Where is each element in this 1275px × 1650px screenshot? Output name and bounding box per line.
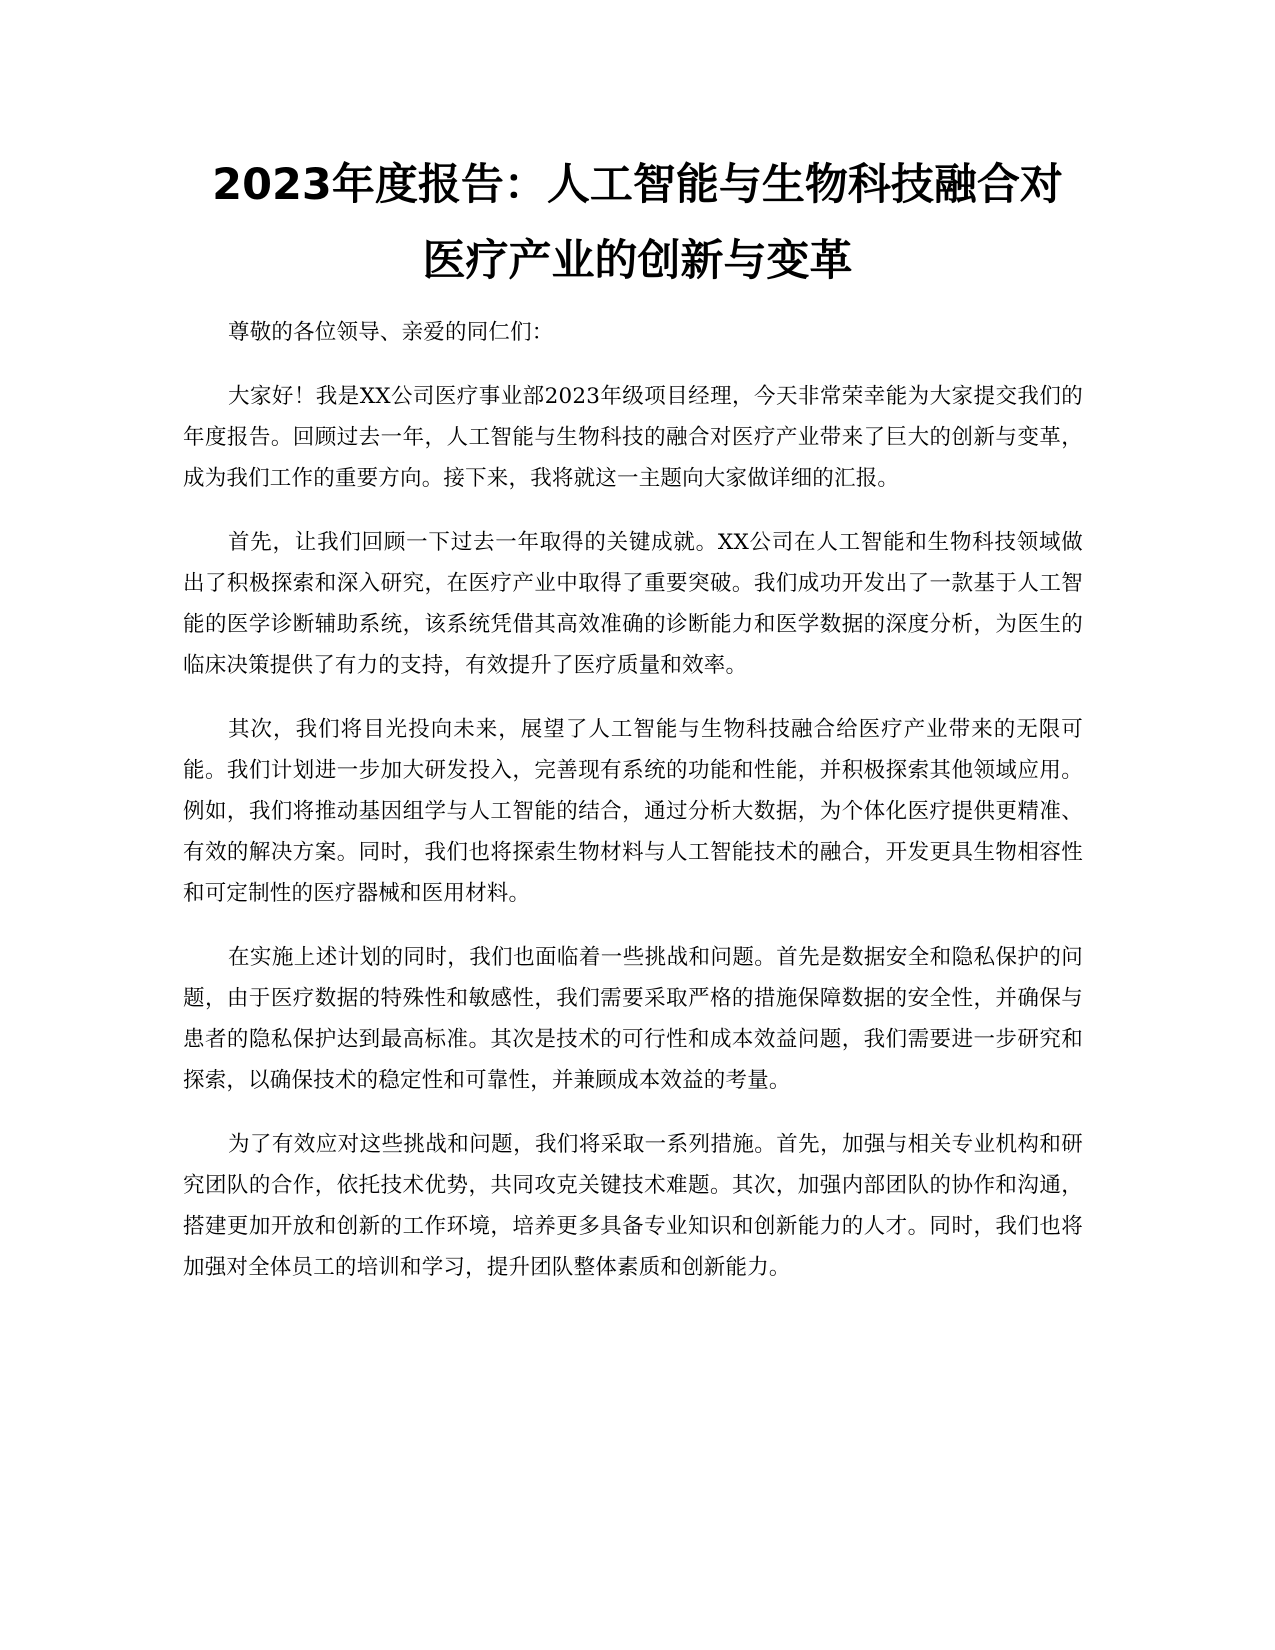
paragraph-introduction: 大家好！我是XX公司医疗事业部2023年级项目经理，今天非常荣幸能为大家提交我们的年度报告。回顾过去一年，人工智能与生物科技的融合对医疗产业带来了巨大的创新与变革，成为我们工作的重要方向。接下来，我将就这一主题向大家做详细的汇报。 bbox=[183, 384, 1083, 491]
document-body bbox=[183, 312, 1083, 1311]
paragraph-measures: 为了有效应对这些挑战和问题，我们将采取一系列措施。首先，加强与相关专业机构和研究团队的合作，依托技术优势，共同攻克关键技术难题。其次，加强内部团队的协作和沟通，搭建更加开放和创新的工作环境，培养更多具备专业知识和创新能力的人才。同时，我们也将加强对全体员工的培训和学习，提升团队整体素质和创新能力。 bbox=[183, 1132, 1083, 1280]
title-line-1: 2023年度报告：人工智能与生物科技融合对 bbox=[212, 160, 1063, 210]
paragraph-achievements: 首先，让我们回顾一下过去一年取得的关键成就。XX公司在人工智能和生物科技领域做出了积极探索和深入研究，在医疗产业中取得了重要突破。我们成功开发出了一款基于人工智能的医学诊断辅助系统，该系统凭借其高效准确的诊断能力和医学数据的深度分析，为医生的临床决策提供了有力的支持，有效提升了医疗质量和效率。 bbox=[183, 530, 1083, 678]
paragraph-challenges: 在实施上述计划的同时，我们也面临着一些挑战和问题。首先是数据安全和隐私保护的问题，由于医疗数据的特殊性和敏感性，我们需要采取严格的措施保障数据的安全性，并确保与患者的隐私保护达到最高标准。其次是技术的可行性和成本效益问题，我们需要进一步研究和探索，以确保技术的稳定性和可靠性，并兼顾成本效益的考量。 bbox=[183, 945, 1083, 1093]
salutation: 尊敬的各位领导、亲爱的同仁们： bbox=[228, 320, 554, 345]
document-title bbox=[140, 147, 1135, 299]
title-line-2: 医疗产业的创新与变革 bbox=[422, 236, 853, 286]
paragraph-outlook: 其次，我们将目光投向未来，展望了人工智能与生物科技融合给医疗产业带来的无限可能。我们计划进一步加大研发投入，完善现有系统的功能和性能，并积极探索其他领域应用。例如，我们将推动基因组学与人工智能的结合，通过分析大数据，为个体化医疗提供更精准、有效的解决方案。同时，我们也将探索生物材料与人工智能技术的融合，开发更具生物相容性和可定制性的医疗器械和医用材料。 bbox=[183, 717, 1083, 906]
